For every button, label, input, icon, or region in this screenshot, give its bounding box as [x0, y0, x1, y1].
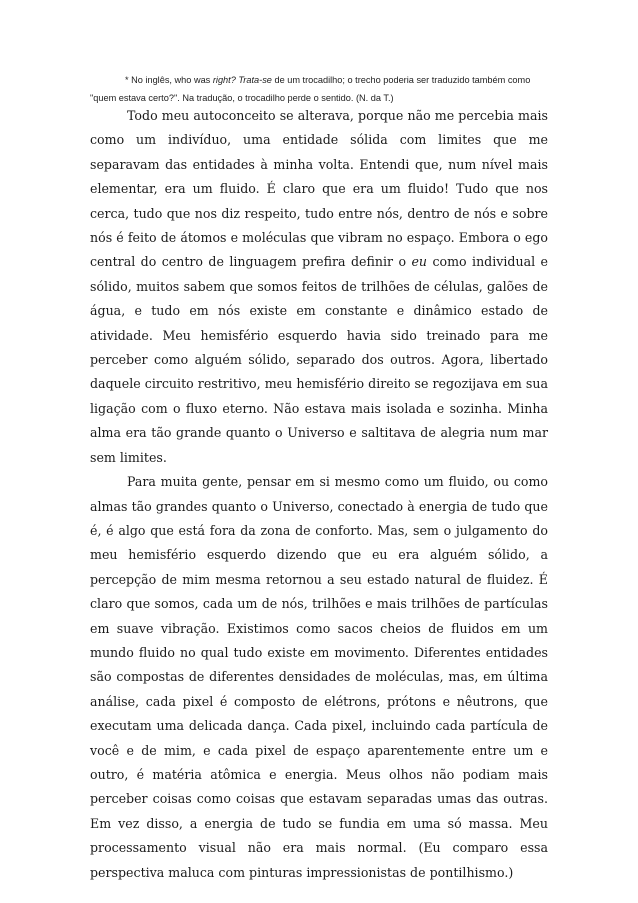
footnote [90, 71, 550, 107]
footnote-text-start: * No inglês, who was [125, 75, 213, 85]
footnote-italic-text: right? Trata-se [212, 75, 272, 85]
body-text [90, 104, 548, 885]
paragraph-1-text-start: Todo meu autoconceito se alterava, porque não me percebia mais como um indivíduo, uma entidade sólida com limites que me separavam das entidades à minha volta. Entendi que, num nível mais elementar, era um fluido. É claro que era um fluido! Tudo que nos cerca, tudo que nos diz respeito, tudo entre nós, dentro de nós e sobre nós é feito de átomos e moléculas que vibram no espaço. Embora o ego central do centro de linguagem prefira definir o [90, 108, 548, 270]
paragraph-1 [90, 104, 548, 470]
paragraph-2: Para muita gente, pensar em si mesmo como um fluido, ou como almas tão grandes quanto o Universo, conectado à energia de tudo que é, é algo que está fora da zona de conforto. Mas, sem o julgamento do meu hemisfério esquerdo dizendo que eu era alguém sólido, a percepção de mim mesma retornou a seu estado natural de fluidez. É claro que somos, cada um de nós, trilhões e mais trilhões de partículas em suave vibração. Existimos como sacos cheios de fluidos em um mundo fluido no qual tudo existe em movimento. Diferentes entidades são compostas de diferentes densidades de moléculas, mas, em última análise, cada pixel é composto de elétrons, prótons e nêutrons, que executam uma delicada dança. Cada pixel, incluindo cada partícula de você e de mim, e cada pixel de espaço aparentemente entre um e outro, é matéria atômica e energia. Meus olhos não podiam mais perceber coisas como coisas que estavam separadas umas das outras. Em vez disso, a energia de tudo se fundia em uma só massa. Meu processamento visual não era mais normal. (Eu comparo essa perspectiva maluca com pinturas impressionistas de pontilhismo.) [90, 474, 548, 880]
paragraph-1-text-end: como individual e sólido, muitos sabem que somos feitos de trilhões de células, galões de água, e tudo em nós existe em constante e dinâmico estado de atividade. Meu hemisfério esquerdo havia sido treinado para me perceber como alguém sólido, separado dos outros. Agora, libertado daquele circuito restritivo, meu hemisfério direito se regozijava em sua ligação com o fluxo eterno. Não estava mais isolada e sozinha. Minha alma era tão grande quanto o Universo e saltitava de alegria num mar sem limites. [90, 254, 549, 465]
footnote-text-end: de um trocadilho; o trecho poderia ser traduzido também como "quem estava certo?". Na tradução, o trocadilho perde o sentido. (N. da T.) [90, 75, 531, 103]
paragraph-1-italic-word: eu [411, 254, 428, 270]
